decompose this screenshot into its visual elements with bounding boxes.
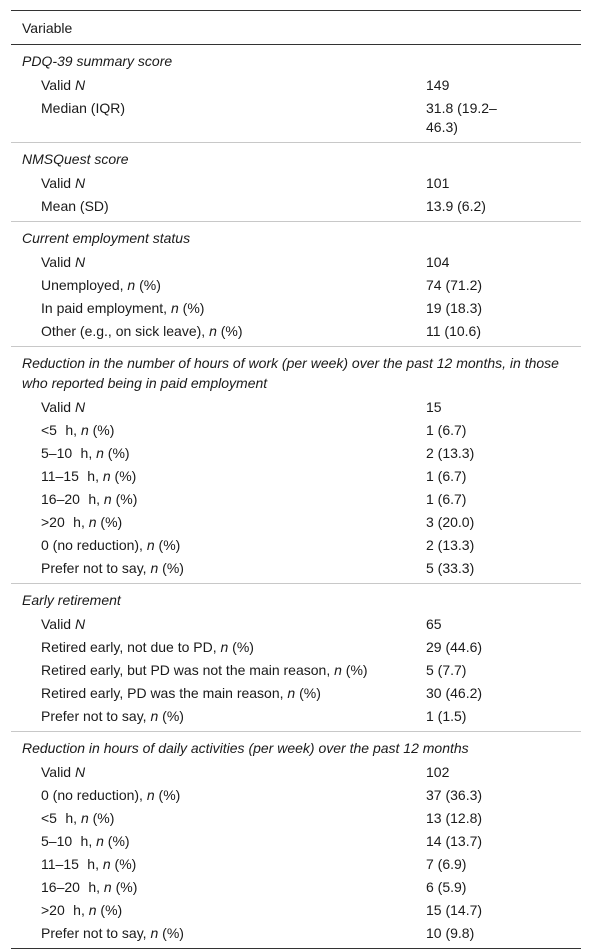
- label-text: Valid: [41, 254, 75, 270]
- label-suffix: (%): [110, 468, 137, 484]
- row-label: [11, 638, 408, 657]
- label-suffix: (%): [110, 856, 137, 872]
- label-suffix: (%): [341, 662, 368, 678]
- table-row: [11, 807, 581, 830]
- row-label: [11, 901, 408, 920]
- label-symbol: n: [170, 300, 179, 316]
- label-suffix: (%): [135, 277, 161, 293]
- label-symbol: n: [103, 879, 112, 895]
- label-symbol: n: [96, 833, 104, 849]
- row-value: 104: [426, 254, 450, 270]
- row-label: [11, 661, 408, 680]
- row-value: 1 (6.7): [426, 422, 467, 438]
- label-symbol: n: [88, 514, 97, 530]
- label-text: 5–10 h,: [41, 833, 97, 849]
- label-text: 16–20 h,: [41, 491, 104, 507]
- section-title: Early retirement: [22, 592, 121, 608]
- row-label: [11, 299, 408, 318]
- label-suffix: (%): [216, 323, 243, 339]
- row-label: [11, 444, 408, 463]
- label-text: Valid: [41, 764, 75, 780]
- label-symbol: N: [74, 764, 86, 780]
- row-value: 5 (7.7): [426, 662, 467, 678]
- row-value: 1 (6.7): [426, 468, 467, 484]
- table-row: [11, 97, 581, 139]
- label-symbol: n: [287, 685, 296, 701]
- label-symbol: n: [102, 856, 111, 872]
- row-value: 15 (14.7): [426, 902, 483, 918]
- label-symbol: n: [150, 925, 159, 941]
- label-symbol: n: [102, 468, 111, 484]
- label-symbol: n: [150, 708, 159, 724]
- row-label: [11, 513, 408, 532]
- label-text: Valid: [41, 399, 75, 415]
- row-label: [11, 253, 408, 272]
- label-suffix: (%): [295, 685, 321, 701]
- label-suffix: (%): [158, 560, 184, 576]
- row-label: [11, 99, 408, 137]
- row-value: 1 (1.5): [426, 708, 467, 724]
- table-row: [11, 419, 581, 442]
- label-suffix: (%): [88, 810, 115, 826]
- label-suffix: (%): [111, 491, 138, 507]
- label-symbol: N: [74, 175, 86, 191]
- table-section: [11, 731, 581, 948]
- table-section: [11, 45, 581, 142]
- row-value: 13.9 (6.2): [426, 198, 486, 214]
- table-row: [11, 876, 581, 899]
- row-label: [11, 684, 408, 703]
- row-value: 3 (20.0): [426, 514, 475, 530]
- label-symbol: n: [80, 810, 89, 826]
- table-row: [11, 636, 581, 659]
- row-label: [11, 490, 408, 509]
- row-label: [11, 763, 408, 782]
- label-text: In paid employment,: [41, 300, 171, 316]
- label-suffix: (%): [88, 422, 115, 438]
- row-label: [11, 322, 408, 341]
- row-value: 31.8 (19.2–46.3): [426, 100, 497, 135]
- label-symbol: n: [88, 902, 97, 918]
- row-value: 101: [426, 175, 450, 191]
- label-suffix: (%): [103, 445, 130, 461]
- label-symbol: N: [74, 616, 86, 632]
- row-label: [11, 924, 408, 943]
- label-text: Median (IQR): [41, 100, 126, 116]
- table-section: [11, 583, 581, 731]
- label-symbol: N: [74, 254, 86, 270]
- label-text: 16–20 h,: [41, 879, 104, 895]
- table-row: [11, 320, 581, 343]
- label-suffix: (%): [178, 300, 205, 316]
- label-text: <5 h,: [41, 422, 81, 438]
- table-row: [11, 488, 581, 511]
- label-suffix: (%): [158, 925, 184, 941]
- row-value: 37 (36.3): [426, 787, 483, 803]
- label-suffix: (%): [96, 902, 123, 918]
- section-title: NMSQuest score: [22, 151, 129, 167]
- table-row: [11, 830, 581, 853]
- label-symbol: n: [127, 277, 136, 293]
- table-row: [11, 511, 581, 534]
- row-label: [11, 174, 408, 193]
- table-body: [11, 45, 581, 948]
- label-text: <5 h,: [41, 810, 81, 826]
- row-label: [11, 76, 408, 95]
- row-label: [11, 707, 408, 726]
- table-row: [11, 613, 581, 636]
- label-symbol: n: [146, 537, 155, 553]
- label-text: Mean (SD): [41, 198, 109, 214]
- label-suffix: (%): [111, 879, 138, 895]
- label-text: Prefer not to say,: [41, 560, 151, 576]
- label-symbol: n: [80, 422, 89, 438]
- row-value: 30 (46.2): [426, 685, 483, 701]
- row-label: [11, 536, 408, 555]
- row-label: [11, 421, 408, 440]
- row-value: 11 (10.6): [426, 323, 481, 339]
- label-text: Valid: [41, 175, 75, 191]
- label-suffix: (%): [154, 787, 181, 803]
- label-text: Prefer not to say,: [41, 925, 151, 941]
- row-value: 6 (5.9): [426, 879, 467, 895]
- label-text: 5–10 h,: [41, 445, 97, 461]
- row-value: 65: [426, 616, 442, 632]
- label-symbol: n: [150, 560, 159, 576]
- table-row: [11, 396, 581, 419]
- label-text: Unemployed,: [41, 277, 128, 293]
- table-row: [11, 465, 581, 488]
- table-row: [11, 534, 581, 557]
- label-text: Other (e.g., on sick leave),: [41, 323, 210, 339]
- label-text: Retired early, not due to PD,: [41, 639, 221, 655]
- row-label: [11, 809, 408, 828]
- label-text: >20 h,: [41, 902, 89, 918]
- row-value: 5 (33.3): [426, 560, 475, 576]
- row-value: 2 (13.3): [426, 537, 475, 553]
- row-label: [11, 878, 408, 897]
- header-variable: Variable: [22, 19, 73, 36]
- row-label: [11, 467, 408, 486]
- label-suffix: (%): [96, 514, 123, 530]
- table-row: [11, 761, 581, 784]
- table-row: [11, 659, 581, 682]
- row-label: [11, 559, 408, 578]
- row-value: 10 (9.8): [426, 925, 475, 941]
- table-row: [11, 251, 581, 274]
- label-symbol: n: [96, 445, 104, 461]
- label-text: >20 h,: [41, 514, 89, 530]
- label-suffix: (%): [158, 708, 184, 724]
- row-value: 149: [426, 77, 450, 93]
- section-title: PDQ-39 summary score: [22, 53, 173, 69]
- row-value: 74 (71.2): [426, 277, 483, 293]
- table-row: [11, 784, 581, 807]
- row-label: [11, 276, 408, 295]
- row-value: 2 (13.3): [426, 445, 475, 461]
- row-value: 14 (13.7): [426, 833, 483, 849]
- label-symbol: N: [74, 399, 86, 415]
- table-row: [11, 442, 581, 465]
- label-text: Prefer not to say,: [41, 708, 151, 724]
- section-title: Current employment status: [22, 230, 191, 246]
- label-text: Retired early, PD was the main reason,: [41, 685, 288, 701]
- label-text: Valid: [41, 616, 75, 632]
- label-suffix: (%): [228, 639, 254, 655]
- table-row: [11, 195, 581, 218]
- table-section: [11, 221, 581, 346]
- label-symbol: N: [74, 77, 86, 93]
- label-suffix: (%): [154, 537, 181, 553]
- label-symbol: n: [334, 662, 342, 678]
- table-row: [11, 853, 581, 876]
- label-symbol: n: [146, 787, 155, 803]
- table-row: [11, 297, 581, 320]
- row-label: [11, 398, 408, 417]
- row-label: [11, 855, 408, 874]
- table-row: [11, 899, 581, 922]
- row-value: 102: [426, 764, 450, 780]
- row-label: [11, 786, 408, 805]
- label-text: 0 (no reduction),: [41, 787, 147, 803]
- table-row: [11, 922, 581, 945]
- row-label: [11, 197, 408, 216]
- table-row: [11, 705, 581, 728]
- table-row: [11, 274, 581, 297]
- table-section: [11, 346, 581, 583]
- results-table: [11, 10, 581, 949]
- row-value: 13 (12.8): [426, 810, 483, 826]
- row-value: 15: [426, 399, 442, 415]
- label-symbol: n: [209, 323, 217, 339]
- label-text: Retired early, but PD was not the main reason,: [41, 662, 335, 678]
- row-value: 7 (6.9): [426, 856, 467, 872]
- table-row: [11, 682, 581, 705]
- row-label: [11, 615, 408, 634]
- table-row: [11, 74, 581, 97]
- table-row: [11, 172, 581, 195]
- label-text: 11–15 h,: [41, 856, 103, 872]
- label-text: Valid: [41, 77, 75, 93]
- row-value: 1 (6.7): [426, 491, 467, 507]
- table-section: [11, 142, 581, 221]
- row-value: 19 (18.3): [426, 300, 483, 316]
- section-title: Reduction in the number of hours of work (per week) over the past 12 months, in those who reported being in paid employment: [22, 355, 559, 391]
- label-text: 0 (no reduction),: [41, 537, 147, 553]
- row-value: 29 (44.6): [426, 639, 483, 655]
- label-symbol: n: [103, 491, 112, 507]
- table-header: [11, 11, 581, 44]
- table-row: [11, 557, 581, 580]
- label-text: 11–15 h,: [41, 468, 103, 484]
- row-label: [11, 832, 408, 851]
- label-suffix: (%): [103, 833, 130, 849]
- section-title: Reduction in hours of daily activities (per week) over the past 12 months: [22, 740, 469, 756]
- label-symbol: n: [220, 639, 229, 655]
